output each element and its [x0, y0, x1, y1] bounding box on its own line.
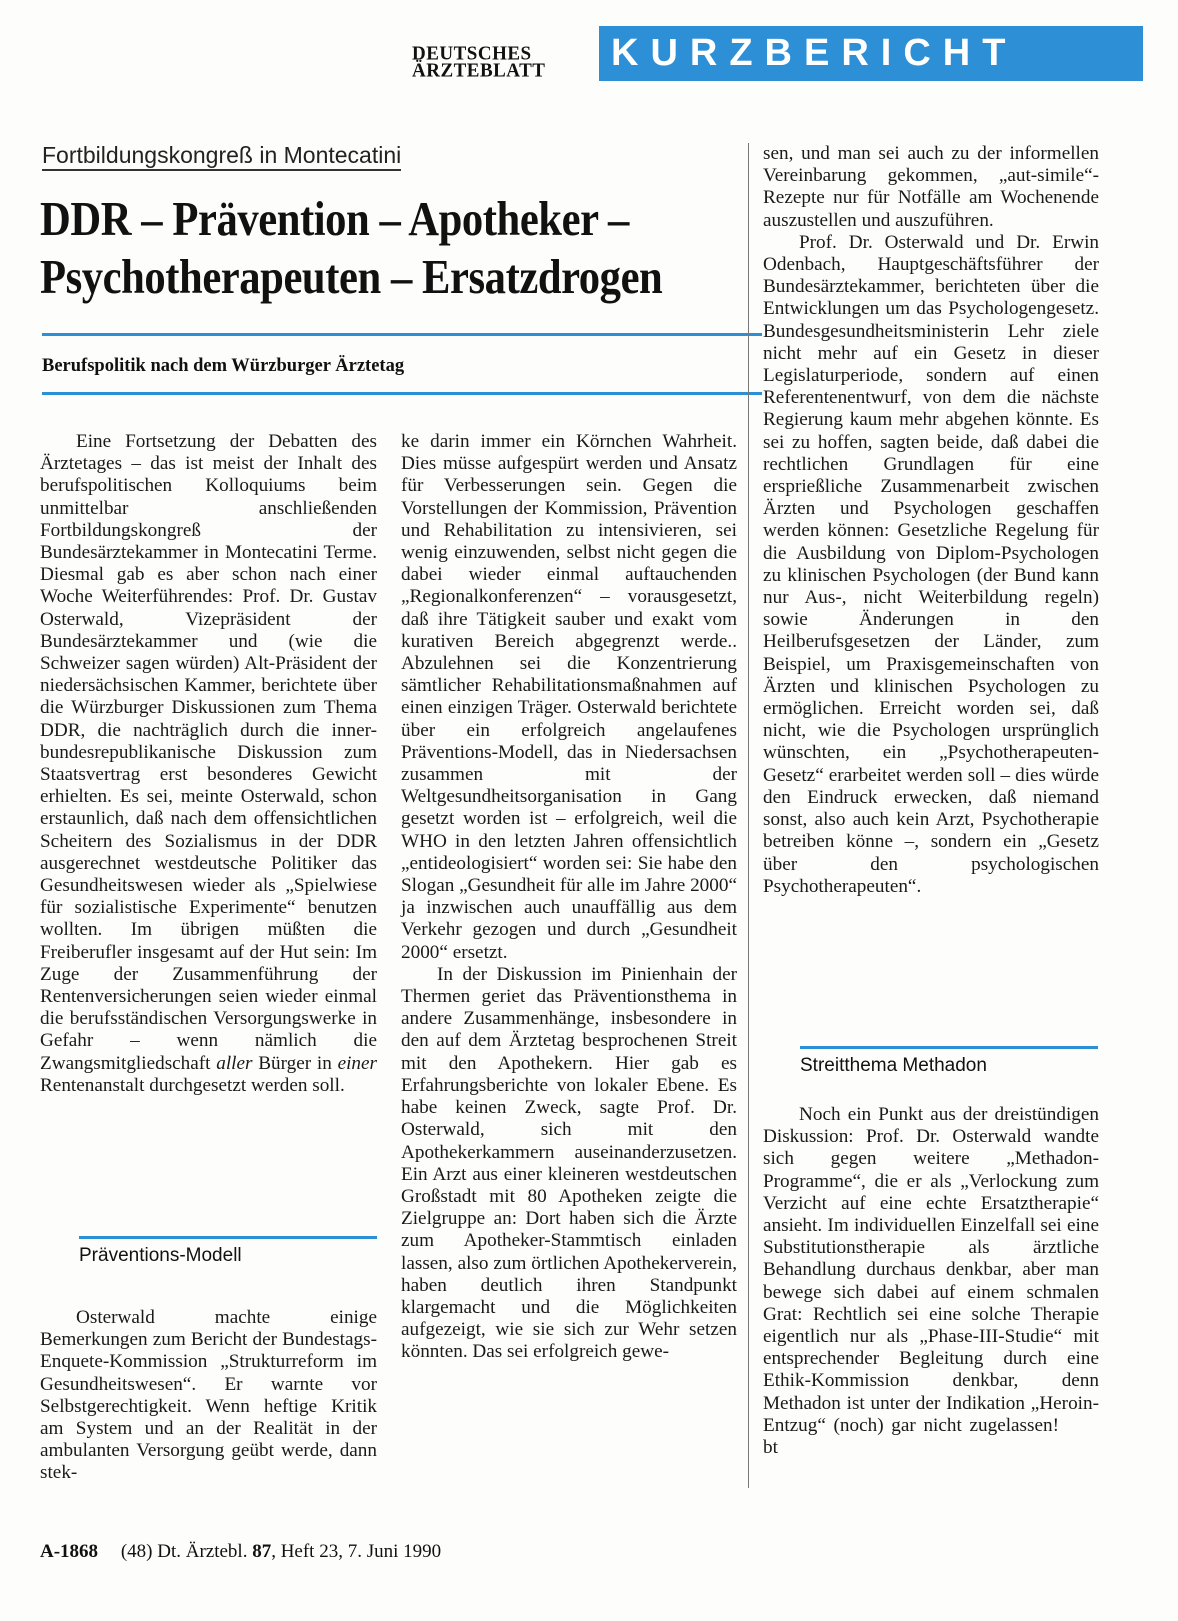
column-2 [401, 431, 737, 1364]
col1-p1-mid: Bürger in [252, 1052, 338, 1074]
masthead-line2: ÄRZTEBLATT [412, 59, 546, 82]
col1-p1-emphasis-1: aller [216, 1052, 253, 1074]
box-heading-praevention: Präventions-Modell [79, 1236, 377, 1267]
masthead-line1: DEUTSCHES [412, 42, 532, 65]
section-banner: KURZBERICHT [599, 26, 1143, 81]
rule-top [42, 333, 762, 336]
author-signature: bt [763, 1437, 778, 1459]
col3-paragraph-3 [763, 1104, 1099, 1459]
column-divider [748, 143, 749, 1488]
col3-paragraph-2: Prof. Dr. Osterwald und Dr. Erwin Odenbach, Hauptgeschäftsführer der Bundesärztekammer, berichteten über die Entwicklungen um das Psychologengesetz. Bundesgesundheitsministerin Lehr ziele nicht mehr auf ein Gesetz in dieser Legislaturperiode, sondern auf einen Referentenentwurf, von dem die nächste Regierung kaum mehr abgehen könnte. Es sei zu hoffen, sagten beide, daß dabei die rechtlichen Grundlagen für eine ersprießliche Zusammenarbeit zwischen Ärzten und Psychologen geschaffen werden können: Gesetzliche Regelung für die Ausbildung von Diplom-Psychologen zu klinischen Psychologen (der Bund kann nur Aus-, nicht Weiterbildung regeln) sowie Änderungen in den Heilberufsgesetzen der Länder, zum Beispiel, um Praxisgemeinschaften von Ärzten und klinischen Psychologen zu ermöglichen. Erreicht worden sei, daß nicht, wie die Psychologen ursprünglich wünschten, ein „Psychotherapeuten-Gesetz“ erarbeitet werden soll – dies würde den Eindruck erwecken, daß niemand sonst, also auch kein Arzt, Psychotherapie betreiben könne –, sondern ein „Gesetz über den psychologischen Psychotherapeuten“. [763, 231, 1099, 897]
footer-journal: (48) Dt. Ärztebl. [120, 1541, 248, 1562]
col1-p1-emphasis-2: einer [337, 1052, 377, 1074]
headline-line2: Psychotherapeuten – Ersatzdrogen [40, 249, 663, 304]
col1-p1-text: Eine Fortsetzung der Debatten des Ärztetages – das ist meist der Inhalt des berufspolitischen Kolloquiums beim unmittelbar anschließenden Fortbildungskongreß der Bundesärztekammer in Montecatini Terme. Diesmal gab es aber schon nach einer Woche Weiterführendes: Prof. Dr. Gustav Osterwald, Vizepräsident der Bundesärztekammer und (wie die Schweizer sagen würden) Alt-Präsident der niedersächsischen Kammer, berichtete über die Würzburger Diskussionen zum Thema DDR, die nachträglich durch die inner-bundesrepublikanische Diskussion zum Staatsvertrag erst besonderes Gewicht erhielten. Es sei, meinte Osterwald, schon erstaunlich, daß nach dem offensichtlichen Scheitern des Sozialismus in der DDR ausgerechnet westdeutsche Politiker das Gesundheitswesen wieder als „Spielwiese für sozialistische Experimente“ benutzen wollten. Im übrigen müßten die Freiberufler insgesamt auf der Hut sein: Im Zuge der Zusammenführung der Rentenversicherungen seien wieder einmal die berufsständischen Versorgungswerke in Gefahr – wenn nämlich die Zwangsmitgliedschaft [40, 431, 377, 1074]
col2-paragraph-2: In der Diskussion im Pinienhain der Thermen geriet das Präventionsthema in andere Zusammenhänge, insbesondere in den auf dem Ärztetag besprochenen Streit mit den Apothekern. Hier gab es Erfahrungsberichte von lokaler Ebene. Es habe keinen Zweck, sagte Prof. Dr. Osterwald, sich mit den Apothekerkammern auseinanderzusetzen. Ein Arzt aus einer kleineren westdeutschen Großstadt mit 80 Apotheken zeigte die Zielgruppe an: Dort haben sich die Ärzte zum Apotheker-Stammtisch einladen lassen, also zum örtlichen Apothekerverein, haben deutlich ihren Standpunkt klargemacht und die Möglichkeiten aufgezeigt, wie sie sich zur Wehr setzen könnten. Das sei erfolgreich gewe- [401, 963, 737, 1363]
col1-p1-end: Rentenanstalt durchgesetzt werden soll. [40, 1074, 345, 1096]
article-subhead: Berufspolitik nach dem Würzburger Ärztetag [42, 356, 405, 376]
footer-volume: 87 [252, 1541, 272, 1562]
page-number: A-1868 [40, 1541, 99, 1562]
article-headline [40, 190, 666, 306]
footer-issue: , Heft 23, 7. Juni 1990 [271, 1541, 442, 1562]
article-kicker: Fortbildungskongreß in Montecatini [42, 141, 401, 171]
col2-paragraph-1: ke darin immer ein Körnchen Wahrheit. Dies müsse aufgespürt werden und Ansatz für Verbesserungen sein. Gegen die Vorstellungen der Kommission, Prävention und Rehabilitation zu intensivieren, sei wenig einzuwenden, selbst nicht gegen die dabei wieder einmal auftauchenden „Regionalkonferenzen“ – vorausgesetzt, daß ihre Tätigkeit sauber und exakt vom kurativen Bereich abgegrenzt werde.. Abzulehnen sei die Konzentrierung sämtlicher Rehabilitationsmaßnahmen auf einen einzigen Träger. Osterwald berichtete über ein erfolgreich angelaufenes Präventions-Modell, das in Niedersachsen zusammen mit der Weltgesundheitsorganisation in Gang gesetzt worden ist – erfolgreich, weil die WHO in den letzten Jahren offensichtlich „entideologisiert“ worden sei: Sie habe den Slogan „Gesundheit für alle im Jahre 2000“ ja inzwischen auch unauffällig aus dem Verkehr gezogen und durch „Gesundheit 2000“ ersetzt. [401, 431, 737, 963]
column-3 [763, 143, 1099, 898]
masthead-logo [412, 32, 580, 82]
rule-bottom [42, 392, 762, 395]
col3-paragraph-1: sen, und man sei auch zu der informellen Vereinbarung gekommen, „aut-simile“-Rezepte nur für Notfälle am Wochenende auszustellen und auszuführen. [763, 143, 1099, 231]
box-heading-methadon: Streitthema Methadon [800, 1046, 1098, 1077]
page-footer [40, 1541, 441, 1563]
headline-line1: DDR – Prävention – Apotheker – [40, 191, 629, 246]
column-1 [40, 431, 377, 1097]
col1-paragraph-1 [40, 431, 377, 1097]
column-1-lower [40, 1307, 377, 1485]
column-3-lower [763, 1104, 1099, 1459]
col3-p3-text: Noch ein Punkt aus der dreistündigen Diskussion: Prof. Dr. Osterwald wandte sich gegen weitere „Methadon-Programme“, die er als „Verlockung zum Verzicht auf eine echte Ersatztherapie“ ansieht. Im individuellen Einzelfall sei eine Substitutionstherapie als ärztliche Behandlung durchaus denkbar, aber man bewege sich dabei auf einem schmalen Grat: Rechtlich sei eine solche Therapie eigentlich nur als „Phase-III-Studie“ mit entsprechender Begleitung durch eine Ethik-Kommission denkbar, denn Methadon ist unter der Indikation „Heroin-Entzug“ (noch) gar nicht zugelassen! [763, 1104, 1099, 1436]
col1-paragraph-2: Osterwald machte einige Bemerkungen zum Bericht der Bundestags-Enquete-Kommission „Strukturreform im Gesundheitswesen“. Er warnte vor Selbstgerechtigkeit. Wenn heftige Kritik am System und an der Realität in der ambulanten Versorgung geübt werde, dann stek- [40, 1307, 377, 1484]
